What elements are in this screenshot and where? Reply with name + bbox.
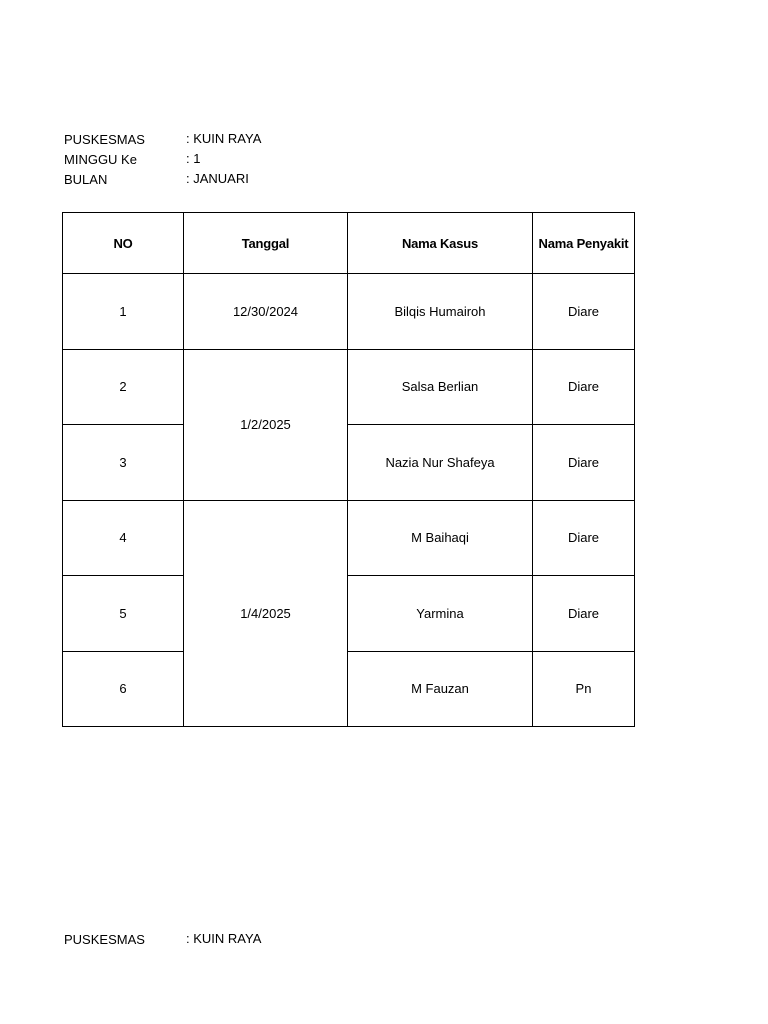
table-header-row	[63, 213, 635, 274]
cell-nama-kasus: M Fauzan	[348, 651, 533, 727]
cell-tanggal-merged: 1/4/2025	[184, 500, 348, 727]
cell-nama-penyakit: Diare	[533, 576, 635, 652]
cell-no: 6	[63, 651, 184, 727]
case-table	[62, 212, 635, 727]
cell-tanggal-merged: 1/2/2025	[184, 349, 348, 500]
cell-nama-penyakit: Pn	[533, 651, 635, 727]
info-value: : 1	[186, 151, 201, 166]
table-row	[63, 500, 635, 576]
cell-no: 4	[63, 500, 184, 576]
table-row	[63, 425, 635, 501]
column-header-nama-penyakit: Nama Penyakit	[533, 213, 635, 274]
cell-nama-penyakit: Diare	[533, 500, 635, 576]
column-header-nama-kasus: Nama Kasus	[348, 213, 533, 274]
cell-no: 2	[63, 349, 184, 425]
info-label: BULAN	[64, 172, 108, 187]
cell-nama-kasus: Nazia Nur Shafeya	[348, 425, 533, 501]
cell-tanggal: 12/30/2024	[184, 274, 348, 350]
info-value: : KUIN RAYA	[186, 131, 262, 146]
column-header-tanggal: Tanggal	[184, 213, 348, 274]
cell-nama-kasus: Salsa Berlian	[348, 349, 533, 425]
info-label: PUSKESMAS	[64, 932, 145, 947]
table-row	[63, 651, 635, 727]
cell-no: 5	[63, 576, 184, 652]
cell-nama-kasus: Yarmina	[348, 576, 533, 652]
table-row	[63, 349, 635, 425]
cell-no: 1	[63, 274, 184, 350]
cell-nama-kasus: M Baihaqi	[348, 500, 533, 576]
cell-nama-penyakit: Diare	[533, 349, 635, 425]
cell-nama-penyakit: Diare	[533, 425, 635, 501]
cell-nama-kasus: Bilqis Humairoh	[348, 274, 533, 350]
info-label: MINGGU Ke	[64, 152, 137, 167]
table-row	[63, 576, 635, 652]
cell-nama-penyakit: Diare	[533, 274, 635, 350]
info-value: : KUIN RAYA	[186, 931, 262, 946]
column-header-no: NO	[63, 213, 184, 274]
cell-no: 3	[63, 425, 184, 501]
info-label: PUSKESMAS	[64, 132, 145, 147]
table-row	[63, 274, 635, 350]
info-value: : JANUARI	[186, 171, 249, 186]
